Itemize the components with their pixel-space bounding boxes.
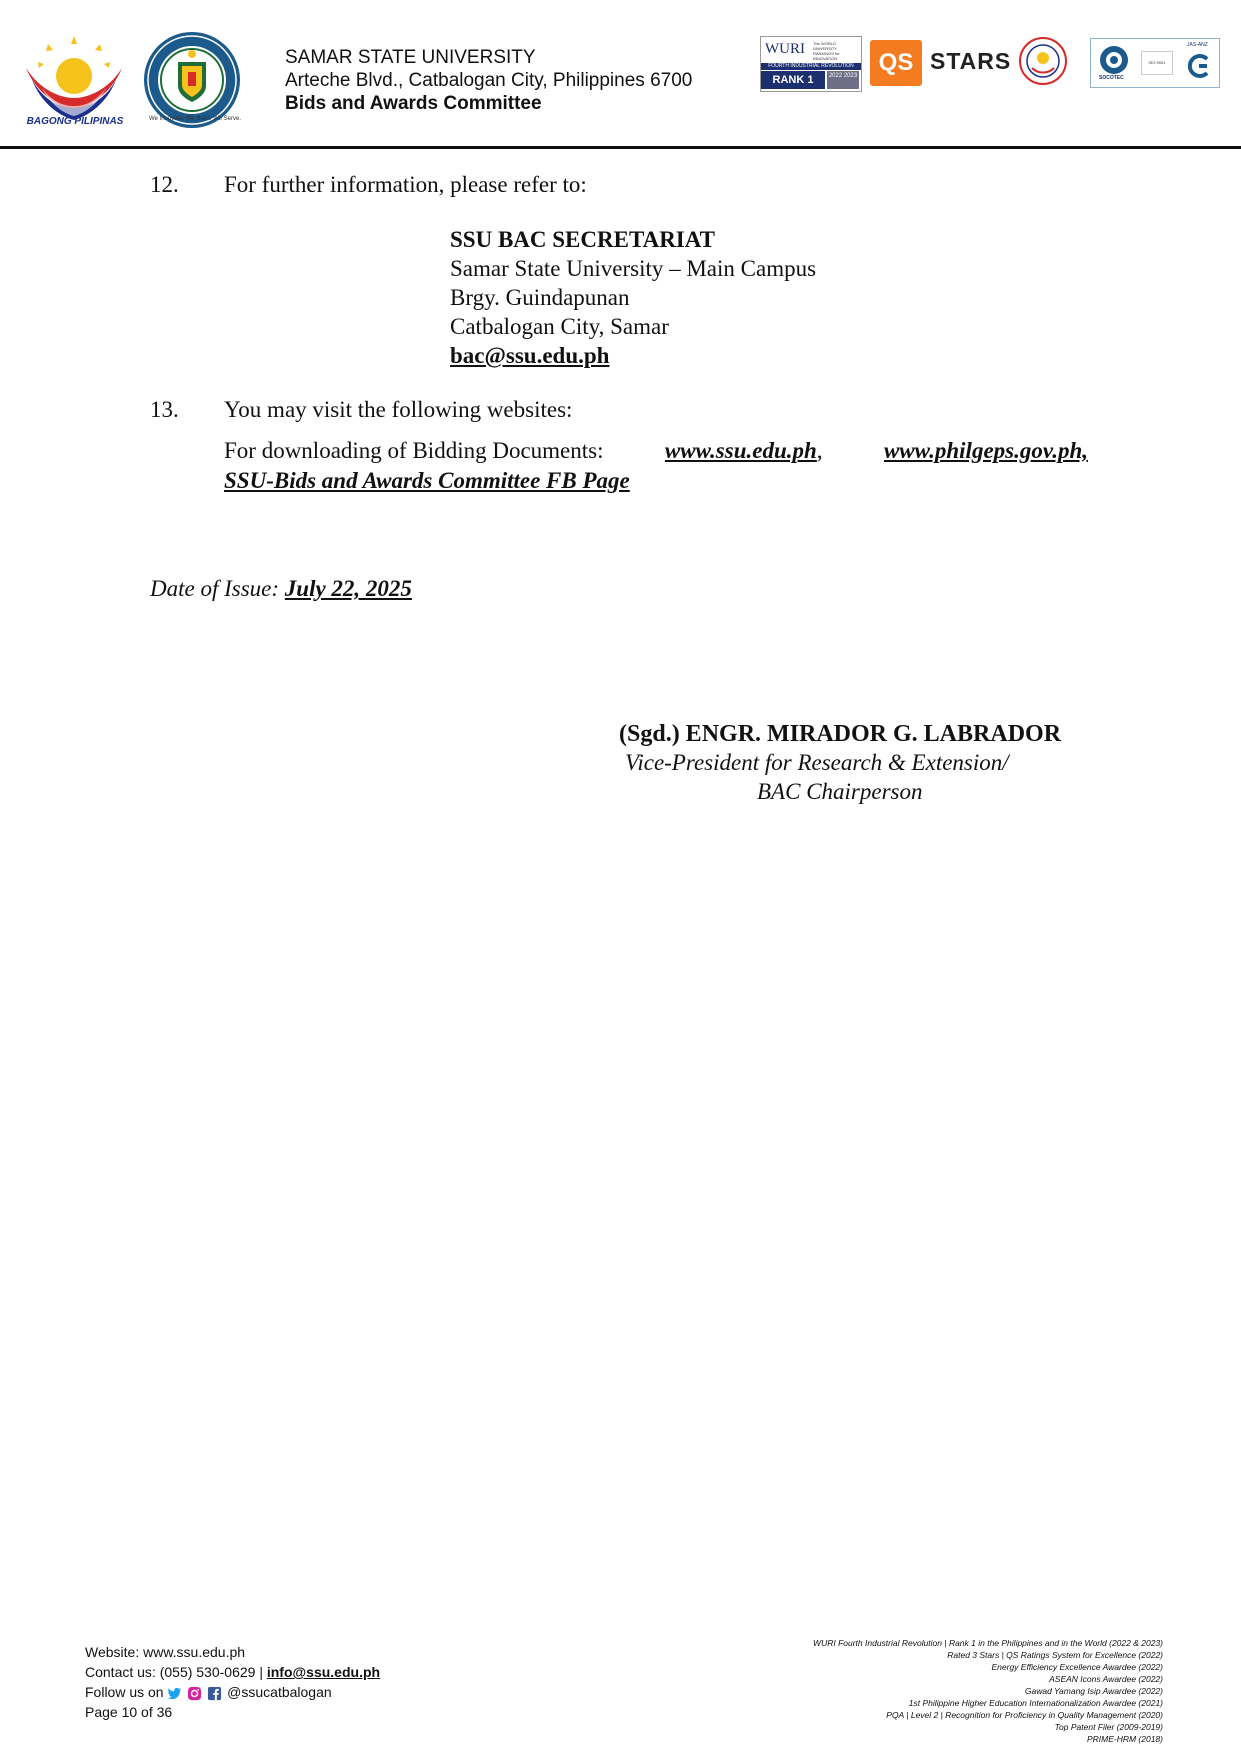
- footer-website: Website: www.ssu.edu.ph: [85, 1644, 246, 1660]
- footer-email-link[interactable]: info@ssu.edu.ph: [266, 1664, 381, 1680]
- ssu-motto: We Innovate. We Build. We Serve.: [148, 116, 242, 122]
- award-item: Top Patent Filer (2009-2019): [1054, 1722, 1163, 1732]
- socotec-jas: JAS-ANZ: [1187, 42, 1208, 48]
- item-13-number: 13.: [150, 397, 179, 422]
- page-number: Page 10 of 36: [85, 1704, 173, 1720]
- qs-logo: QS: [870, 40, 922, 86]
- contact-block: [450, 225, 816, 370]
- websites-intro: For downloading of Bidding Documents:: [224, 438, 604, 463]
- wuri-badge: [760, 36, 862, 92]
- wuri-subtitle: The WORLD UNIVERSITY RANKINGS for INNOVATION: [813, 41, 840, 61]
- socotec-icon: [1099, 45, 1129, 75]
- item-12-number: 12.: [150, 172, 179, 197]
- contact-line2: Brgy. Guindapunan: [450, 285, 630, 310]
- facebook-icon[interactable]: [207, 1686, 222, 1701]
- awards-list: [743, 1637, 1163, 1745]
- wuri-title: WURI: [765, 41, 805, 57]
- websites-paragraph: [224, 436, 1088, 496]
- contact-line1: Samar State University – Main Campus: [450, 256, 817, 281]
- bac-fb-page-link[interactable]: SSU-Bids and Awards Committee FB Page: [224, 468, 630, 493]
- contact-email-link[interactable]: bac@ssu.edu.ph: [450, 343, 610, 368]
- wuri-years: 2022 2023: [827, 71, 859, 89]
- twitter-icon[interactable]: [167, 1686, 182, 1701]
- award-item: Energy Efficiency Excellence Awardee (2022): [991, 1662, 1163, 1672]
- footer-follow-prefix: Follow us on: [85, 1684, 164, 1700]
- link-separator: ,: [816, 438, 823, 463]
- award-item: 1st Philippine Higher Education Internationalization Awardee (2021): [908, 1698, 1163, 1708]
- signatory-title-line2: BAC Chairperson: [757, 779, 923, 804]
- university-name: SAMAR STATE UNIVERSITY: [285, 47, 536, 68]
- instagram-icon[interactable]: [187, 1686, 202, 1701]
- committee-name: Bids and Awards Committee: [285, 93, 542, 114]
- award-item: PQA | Level 2 | Recognition for Proficiency in Quality Management (2020): [886, 1710, 1163, 1720]
- footer-contact: [85, 1642, 380, 1722]
- footer-contact-prefix: Contact us: (055) 530-0629 |: [85, 1664, 263, 1680]
- award-item: WURI Fourth Industrial Revolution | Rank 1 in the Philippines and in the World (2022 & 2023): [813, 1638, 1163, 1648]
- footer-follow-line: [85, 1682, 380, 1702]
- excellence-seal-icon: [1018, 36, 1068, 86]
- qs-stars-label: STARS: [930, 48, 1012, 74]
- ssu-seal-logo: [142, 30, 242, 130]
- award-item: PRIME-HRM (2018): [1086, 1734, 1163, 1744]
- bagong-pilipinas-caption: BAGONG PILIPINAS: [26, 116, 124, 127]
- award-item: Rated 3 Stars | QS Ratings System for Excellence (2022): [947, 1650, 1163, 1660]
- socotec-label: SOCOTEC: [1099, 75, 1124, 81]
- item-12-text: For further information, please refer to:: [224, 172, 587, 197]
- socotec-badge: [1090, 38, 1220, 88]
- award-item: ASEAN Icons Awardee (2022): [1049, 1674, 1163, 1684]
- date-of-issue: [150, 576, 412, 602]
- contact-office: SSU BAC SECRETARIAT: [450, 227, 715, 252]
- university-address: Arteche Blvd., Catbalogan City, Philippines 6700: [285, 70, 693, 91]
- bagong-pilipinas-logo: [18, 28, 130, 130]
- award-item: Gawad Yamang Isip Awardee (2022): [1024, 1686, 1163, 1696]
- institution-block: [285, 46, 692, 115]
- signatory-name: (Sgd.) ENGR. MIRADOR G. LABRADOR: [619, 721, 1062, 747]
- footer-contact-line: [85, 1662, 380, 1682]
- date-label: Date of Issue:: [150, 576, 280, 601]
- header-divider: [0, 146, 1241, 149]
- wuri-rank: RANK 1: [761, 71, 825, 89]
- wuri-strip: FOURTH INDUSTRIAL REVOLUTION: [761, 63, 861, 70]
- footer-social-handle: @ssucatbalogan: [227, 1684, 332, 1700]
- letterhead: [0, 0, 1241, 150]
- philgeps-link[interactable]: www.philgeps.gov.ph,: [883, 438, 1088, 463]
- socotec-iso: ISO 9001: [1141, 51, 1173, 75]
- date-value: July 22, 2025: [284, 576, 412, 601]
- websites-line: [224, 436, 1088, 466]
- jas-anz-icon: [1187, 53, 1213, 79]
- item-13-text: You may visit the following websites:: [224, 397, 573, 422]
- signatory-title-line1: Vice-President for Research & Extension/: [625, 750, 1009, 775]
- ssu-website-link[interactable]: www.ssu.edu.ph: [664, 438, 817, 463]
- contact-line3: Catbalogan City, Samar: [450, 314, 669, 339]
